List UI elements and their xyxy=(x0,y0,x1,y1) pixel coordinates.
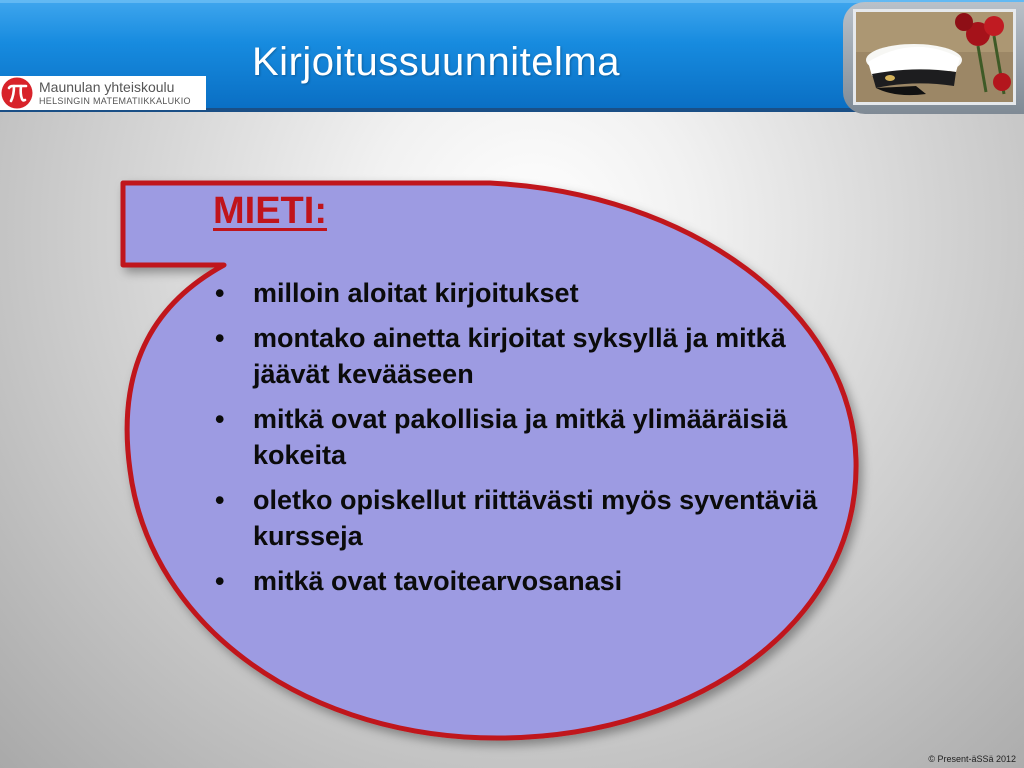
list-item-text: milloin aloitat kirjoitukset xyxy=(253,278,579,308)
list-item-text: mitkä ovat tavoitearvosanasi xyxy=(253,566,623,596)
list-item xyxy=(213,563,843,599)
list-item xyxy=(213,275,843,311)
logo-school-name: Maunulan yhteiskoulu xyxy=(39,80,175,95)
list-item xyxy=(213,320,843,392)
copyright-footer: © Present-äSSä 2012 xyxy=(928,754,1016,764)
list-item-text: oletko opiskellut riittävästi myös syventäviä kursseja xyxy=(253,485,818,551)
list-item-text: montako ainetta kirjoitat syksyllä ja mitkä jäävät kevääseen xyxy=(253,323,786,389)
bullet-icon: • xyxy=(215,323,225,353)
slide-title: Kirjoitussuunnitelma xyxy=(252,40,620,84)
list-item xyxy=(213,482,843,554)
list-item-text: mitkä ovat pakollisia ja mitkä ylimääräisiä kokeita xyxy=(253,404,788,470)
bullet-icon: • xyxy=(215,485,225,515)
logo-subtitle: HELSINGIN MATEMATIIKKALUKIO xyxy=(39,96,191,106)
bullet-list xyxy=(213,275,843,599)
callout-content xyxy=(213,190,843,608)
list-item xyxy=(213,401,843,473)
bullet-icon: • xyxy=(215,278,225,308)
bullet-icon: • xyxy=(215,566,225,596)
bullet-icon: • xyxy=(215,404,225,434)
callout-heading: MIETI: xyxy=(213,190,327,232)
